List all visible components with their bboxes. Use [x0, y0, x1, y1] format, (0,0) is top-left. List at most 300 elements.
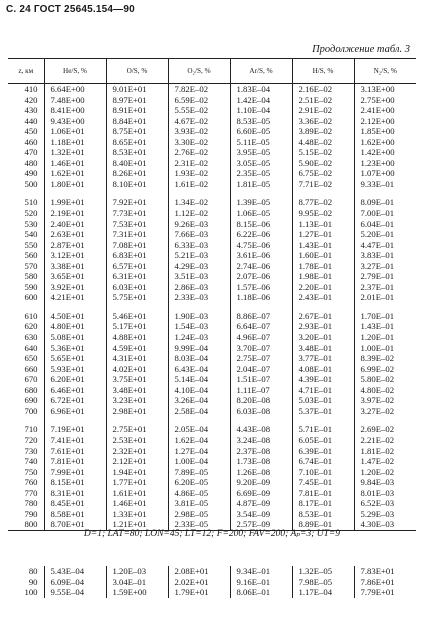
altitude-cell: 660 — [24, 363, 38, 374]
value-cell: 3.92E+01 — [44, 282, 106, 293]
value-cell: 6.33E–03 — [168, 240, 230, 251]
altitude-cell: 550 — [24, 239, 38, 250]
altitude-cell: 480 — [24, 157, 38, 168]
value-cell: 5.15E–02 — [292, 147, 354, 158]
value-cell: 9.33E–01 — [354, 179, 416, 190]
value-cell: 4.88E+01 — [106, 332, 168, 343]
value-cell: 1.70E–01 — [354, 311, 416, 322]
value-cell: 6.52E–03 — [354, 498, 416, 509]
value-cell: 8.41E+00 — [44, 105, 106, 116]
value-cell: 8.84E+01 — [106, 116, 168, 127]
value-cell: 5.93E+01 — [44, 364, 106, 375]
value-cell: 8.89E–01 — [292, 519, 354, 530]
value-cell: 1.00E–01 — [354, 343, 416, 354]
value-cell: 1.27E–04 — [168, 446, 230, 457]
value-cell: 1.57E–06 — [230, 282, 292, 293]
value-cell: 4.21E+01 — [44, 292, 106, 303]
gap-cell — [106, 303, 168, 311]
value-cell: 4.47E–01 — [354, 240, 416, 251]
value-cell: 7.41E+01 — [44, 435, 106, 446]
value-cell: 1.10E–04 — [230, 105, 292, 116]
column-header-ar: Ar/S, % — [230, 59, 292, 84]
table-row — [8, 353, 416, 364]
value-cell: 8.53E–05 — [230, 116, 292, 127]
value-cell: 9.99E–04 — [168, 343, 230, 354]
table-row — [8, 446, 416, 457]
altitude-cell: 530 — [24, 218, 38, 229]
value-cell: 1.94E+01 — [106, 467, 168, 478]
value-cell: 3.36E–02 — [292, 116, 354, 127]
value-cell: 6.59E–02 — [168, 95, 230, 106]
value-cell: 2.75E+01 — [106, 424, 168, 435]
gap-cell — [44, 189, 106, 197]
altitude-cell: 760 — [24, 477, 38, 488]
gap-cell — [168, 303, 230, 311]
altitude-cell: 780 — [24, 498, 38, 509]
table-row — [8, 105, 416, 116]
row-group-gap — [8, 189, 416, 197]
value-cell: 5.20E–01 — [354, 229, 416, 240]
value-cell: 4.48E–02 — [292, 137, 354, 148]
value-cell: 2.40E+01 — [44, 219, 106, 230]
value-cell: 2.37E–08 — [230, 446, 292, 457]
value-cell: 7.83E+01 — [354, 566, 416, 577]
value-cell: 4.80E–02 — [354, 385, 416, 396]
value-cell: 8.40E+01 — [106, 158, 168, 169]
value-cell: 2.41E+00 — [354, 105, 416, 116]
value-cell: 1.80E+01 — [44, 179, 106, 190]
table-row — [8, 179, 416, 190]
value-cell: 2.05E–04 — [168, 424, 230, 435]
value-cell: 6.31E+01 — [106, 271, 168, 282]
value-cell: 7.53E+01 — [106, 219, 168, 230]
value-cell: 6.03E–08 — [230, 406, 292, 417]
altitude-cell: 620 — [24, 321, 38, 332]
parameters-line: D=1; LAT=80; LON=45; LT=12; F=200; FAV=200; Aₚ=3; UT=9 — [83, 529, 341, 539]
value-cell: 1.73E–08 — [230, 456, 292, 467]
value-cell: 2.43E–01 — [292, 292, 354, 303]
value-cell: 8.17E–01 — [292, 498, 354, 509]
value-cell: 9.20E–09 — [230, 477, 292, 488]
table-row — [8, 229, 416, 240]
value-cell: 7.98E–05 — [292, 577, 354, 588]
value-cell: 8.01E–03 — [354, 488, 416, 499]
value-cell: 1.07E+00 — [354, 168, 416, 179]
value-cell: 1.12E–02 — [168, 208, 230, 219]
value-cell: 5.46E+01 — [106, 311, 168, 322]
value-cell: 4.80E+01 — [44, 321, 106, 332]
value-cell: 1.62E–04 — [168, 435, 230, 446]
value-cell: 8.39E–02 — [354, 353, 416, 364]
value-cell: 2.08E+01 — [168, 566, 230, 577]
value-cell: 3.20E–01 — [292, 332, 354, 343]
gap-cell — [8, 189, 44, 197]
value-cell: 1.21E+01 — [106, 519, 168, 530]
table-row — [8, 147, 416, 158]
table-row — [8, 126, 416, 137]
gap-cell — [168, 189, 230, 197]
value-cell: 5.36E+01 — [44, 343, 106, 354]
value-cell: 4.50E+01 — [44, 311, 106, 322]
value-cell: 2.53E+01 — [106, 435, 168, 446]
altitude-cell: 90 — [28, 576, 38, 587]
altitude-cell: 570 — [24, 260, 38, 271]
value-cell: 1.78E–01 — [292, 261, 354, 272]
value-cell: 8.53E–01 — [292, 509, 354, 520]
altitude-cell: 430 — [24, 105, 38, 116]
gap-cell — [44, 303, 106, 311]
value-cell: 1.06E+01 — [44, 126, 106, 137]
altitude-cell: 510 — [24, 197, 38, 208]
value-cell: 5.37E–01 — [292, 406, 354, 417]
value-cell: 6.96E+01 — [44, 406, 106, 417]
value-cell: 3.81E–05 — [168, 498, 230, 509]
value-cell: 2.75E+00 — [354, 95, 416, 106]
value-cell: 8.77E–02 — [292, 197, 354, 208]
value-cell: 2.02E+01 — [168, 577, 230, 588]
altitude-cell: 80 — [28, 566, 38, 576]
value-cell: 1.18E+01 — [44, 137, 106, 148]
altitude-cell: 410 — [24, 84, 38, 94]
value-cell: 3.27E–02 — [354, 406, 416, 417]
altitude-cell: 650 — [24, 353, 38, 364]
altitude-cell: 800 — [8, 519, 44, 530]
value-cell: 3.65E+01 — [44, 271, 106, 282]
value-cell: 1.60E–01 — [292, 250, 354, 261]
gap-cell — [292, 303, 354, 311]
table-row — [8, 95, 416, 106]
value-cell: 6.39E–01 — [292, 446, 354, 457]
column-header-he: He/S, % — [44, 59, 106, 84]
value-cell: 8.15E–06 — [230, 219, 292, 230]
value-cell: 2.79E–01 — [354, 271, 416, 282]
value-cell: 6.05E–01 — [292, 435, 354, 446]
value-cell: 2.32E+01 — [106, 446, 168, 457]
composition-table — [8, 58, 416, 531]
value-cell: 1.13E–01 — [292, 219, 354, 230]
value-cell: 2.98E+01 — [106, 406, 168, 417]
value-cell: 1.83E–04 — [230, 84, 292, 95]
value-cell: 5.11E–05 — [230, 137, 292, 148]
table-row — [8, 456, 416, 467]
value-cell: 3.26E–04 — [168, 395, 230, 406]
altitude-cell: 640 — [24, 342, 38, 353]
value-cell: 1.42E+00 — [354, 147, 416, 158]
altitude-cell: 560 — [24, 250, 38, 261]
table-row — [8, 261, 416, 272]
value-cell: 4.71E–01 — [292, 385, 354, 396]
value-cell: 1.39E–05 — [230, 197, 292, 208]
value-cell: 1.51E–07 — [230, 374, 292, 385]
table-row — [8, 406, 416, 417]
value-cell: 1.54E–03 — [168, 321, 230, 332]
value-cell: 1.20E–01 — [354, 332, 416, 343]
value-cell: 8.06E–01 — [230, 587, 292, 598]
table-row — [8, 321, 416, 332]
value-cell: 5.17E+01 — [106, 321, 168, 332]
value-cell: 1.33E+01 — [106, 509, 168, 520]
value-cell: 2.04E–07 — [230, 364, 292, 375]
value-cell: 9.95E–02 — [292, 208, 354, 219]
value-cell: 1.24E–03 — [168, 332, 230, 343]
value-cell: 8.70E+01 — [44, 519, 106, 530]
value-cell: 6.75E–02 — [292, 168, 354, 179]
altitude-cell: 540 — [24, 229, 38, 240]
value-cell: 2.67E–01 — [292, 311, 354, 322]
value-cell: 1.06E–05 — [230, 208, 292, 219]
value-cell: 2.07E–06 — [230, 271, 292, 282]
value-cell: 8.10E+01 — [106, 179, 168, 190]
value-cell: 6.83E+01 — [106, 250, 168, 261]
altitude-cell: 490 — [24, 168, 38, 179]
value-cell: 7.82E–02 — [168, 84, 230, 95]
value-cell: 1.79E+01 — [168, 587, 230, 598]
value-cell: 7.66E–03 — [168, 229, 230, 240]
value-cell: 7.31E+01 — [106, 229, 168, 240]
value-cell: 4.10E–04 — [168, 385, 230, 396]
altitude-cell: 670 — [24, 374, 38, 385]
value-cell: 1.20E–02 — [354, 467, 416, 478]
value-cell: 6.72E+01 — [44, 395, 106, 406]
value-cell: 8.26E+01 — [106, 168, 168, 179]
value-cell: 3.38E+01 — [44, 261, 106, 272]
value-cell: 7.73E+01 — [106, 208, 168, 219]
column-header-altitude: z, км — [8, 59, 44, 84]
value-cell: 4.87E–09 — [230, 498, 292, 509]
value-cell: 7.92E+01 — [106, 197, 168, 208]
value-cell: 3.04E–01 — [106, 577, 168, 588]
value-cell: 2.12E+00 — [354, 116, 416, 127]
value-cell: 7.61E+01 — [44, 446, 106, 457]
value-cell: 8.97E+01 — [106, 95, 168, 106]
value-cell: 8.75E+01 — [106, 126, 168, 137]
value-cell: 2.33E–03 — [168, 292, 230, 303]
value-cell: 2.57E–09 — [230, 519, 292, 530]
value-cell: 1.81E–02 — [354, 446, 416, 457]
value-cell: 9.01E+01 — [106, 84, 168, 95]
value-cell: 7.10E–01 — [292, 467, 354, 478]
table-row — [8, 282, 416, 293]
value-cell: 1.85E+00 — [354, 126, 416, 137]
value-cell: 4.59E+01 — [106, 343, 168, 354]
altitude-cell: 790 — [24, 508, 38, 519]
table-continuation-label: Продолжение табл. 3 — [312, 44, 410, 55]
value-cell: 7.99E+01 — [44, 467, 106, 478]
column-header-o2: O₂/S, % — [168, 59, 230, 84]
altitude-cell: 680 — [24, 384, 38, 395]
value-cell: 2.63E+01 — [44, 229, 106, 240]
column-header-o: O/S, % — [106, 59, 168, 84]
value-cell: 1.34E–02 — [168, 197, 230, 208]
altitude-cell: 460 — [24, 136, 38, 147]
gap-cell — [8, 303, 44, 311]
value-cell: 3.48E+01 — [106, 385, 168, 396]
gap-cell — [292, 416, 354, 424]
altitude-cell: 730 — [24, 445, 38, 456]
value-cell: 5.80E–02 — [354, 374, 416, 385]
value-cell: 2.37E–01 — [354, 282, 416, 293]
altitude-cell: 770 — [24, 487, 38, 498]
gap-cell — [292, 189, 354, 197]
value-cell: 2.20E–01 — [292, 282, 354, 293]
value-cell: 3.05E–05 — [230, 158, 292, 169]
value-cell: 6.99E–02 — [354, 364, 416, 375]
value-cell: 1.59E+00 — [106, 587, 168, 598]
table-row — [8, 488, 416, 499]
value-cell: 6.20E+01 — [44, 374, 106, 385]
gap-cell — [354, 416, 416, 424]
value-cell: 9.43E+00 — [44, 116, 106, 127]
value-cell: 3.89E–02 — [292, 126, 354, 137]
value-cell: 1.17E–04 — [292, 587, 354, 598]
value-cell: 7.48E+00 — [44, 95, 106, 106]
altitude-cell: 750 — [24, 466, 38, 477]
table-row — [8, 240, 416, 251]
row-group-gap — [8, 416, 416, 424]
value-cell: 6.64E+00 — [44, 84, 106, 95]
table-row — [8, 385, 416, 396]
altitude-cell: 520 — [24, 208, 38, 219]
value-cell: 7.79E+01 — [354, 587, 416, 598]
gap-cell — [230, 303, 292, 311]
value-cell: 8.03E–04 — [168, 353, 230, 364]
value-cell: 2.01E–01 — [354, 292, 416, 303]
table-row — [8, 219, 416, 230]
value-cell: 3.70E–07 — [230, 343, 292, 354]
value-cell: 5.14E–04 — [168, 374, 230, 385]
value-cell: 1.46E+01 — [106, 498, 168, 509]
value-cell: 1.42E–04 — [230, 95, 292, 106]
value-cell: 6.03E+01 — [106, 282, 168, 293]
value-cell: 5.43E–04 — [44, 566, 106, 577]
value-cell: 1.98E–01 — [292, 271, 354, 282]
value-cell: 5.55E–02 — [168, 105, 230, 116]
gap-cell — [8, 416, 44, 424]
value-cell: 5.65E+01 — [44, 353, 106, 364]
value-cell: 8.09E–01 — [354, 197, 416, 208]
value-cell: 7.08E+01 — [106, 240, 168, 251]
gap-cell — [44, 416, 106, 424]
value-cell: 1.32E+01 — [44, 147, 106, 158]
gap-cell — [230, 189, 292, 197]
value-cell: 3.95E–05 — [230, 147, 292, 158]
value-cell: 2.91E–02 — [292, 105, 354, 116]
table-header-row — [8, 59, 416, 84]
value-cell: 2.35E–05 — [230, 168, 292, 179]
value-cell: 2.16E–02 — [292, 84, 354, 95]
value-cell: 7.81E+01 — [44, 456, 106, 467]
table-row — [8, 292, 416, 303]
value-cell: 5.75E+01 — [106, 292, 168, 303]
value-cell: 9.55E–04 — [44, 587, 106, 598]
value-cell: 1.23E+00 — [354, 158, 416, 169]
value-cell: 8.65E+01 — [106, 137, 168, 148]
table-row — [8, 467, 416, 478]
value-cell: 9.84E–03 — [354, 477, 416, 488]
value-cell: 1.62E+00 — [354, 137, 416, 148]
value-cell: 1.61E–02 — [168, 179, 230, 190]
altitude-cell: 700 — [24, 405, 38, 416]
table-row — [8, 168, 416, 179]
page-header: С. 24 ГОСТ 25645.154—90 — [6, 4, 135, 15]
value-cell: 4.75E–06 — [230, 240, 292, 251]
value-cell: 4.39E–01 — [292, 374, 354, 385]
value-cell: 8.91E+01 — [106, 105, 168, 116]
value-cell: 2.98E–05 — [168, 509, 230, 520]
value-cell: 3.75E+01 — [106, 374, 168, 385]
value-cell: 3.97E–02 — [354, 395, 416, 406]
value-cell: 6.20E–05 — [168, 477, 230, 488]
altitude-cell: 580 — [24, 271, 38, 282]
value-cell: 6.04E–01 — [354, 219, 416, 230]
value-cell: 1.32E–05 — [292, 566, 354, 577]
value-cell: 2.19E+01 — [44, 208, 106, 219]
value-cell: 3.51E–03 — [168, 271, 230, 282]
value-cell: 8.58E+01 — [44, 509, 106, 520]
table-body — [8, 84, 416, 531]
value-cell: 3.12E+01 — [44, 250, 106, 261]
value-cell: 1.26E–08 — [230, 467, 292, 478]
value-cell: 3.30E–02 — [168, 137, 230, 148]
value-cell: 7.81E–01 — [292, 488, 354, 499]
table-row — [8, 271, 416, 282]
value-cell: 3.27E–01 — [354, 261, 416, 272]
value-cell: 3.83E–01 — [354, 250, 416, 261]
value-cell: 1.27E–01 — [292, 229, 354, 240]
value-cell: 4.29E–03 — [168, 261, 230, 272]
altitude-cell: 590 — [24, 281, 38, 292]
value-cell: 1.81E–05 — [230, 179, 292, 190]
value-cell: 2.33E–05 — [168, 519, 230, 530]
value-cell: 1.61E+01 — [106, 488, 168, 499]
table-row — [8, 374, 416, 385]
value-cell: 7.19E+01 — [44, 424, 106, 435]
table-row — [8, 158, 416, 169]
altitude-cell: 710 — [24, 424, 38, 435]
value-cell: 1.47E–02 — [354, 456, 416, 467]
altitude-cell: 420 — [24, 94, 38, 105]
value-cell: 2.21E–02 — [354, 435, 416, 446]
altitude-cell: 630 — [24, 332, 38, 343]
table-row — [8, 395, 416, 406]
value-cell: 7.00E–01 — [354, 208, 416, 219]
table-row — [8, 587, 416, 598]
value-cell: 1.77E+01 — [106, 477, 168, 488]
altitude-cell: 720 — [24, 434, 38, 445]
altitude-cell: 450 — [24, 126, 38, 137]
value-cell: 6.69E–09 — [230, 488, 292, 499]
altitude-cell: 600 — [24, 292, 38, 303]
value-cell: 4.31E+01 — [106, 353, 168, 364]
table-row — [8, 137, 416, 148]
value-cell: 5.08E+01 — [44, 332, 106, 343]
value-cell: 3.54E–09 — [230, 509, 292, 520]
value-cell: 1.43E–01 — [354, 321, 416, 332]
table-row — [8, 250, 416, 261]
table-row — [8, 84, 416, 95]
value-cell: 2.93E–01 — [292, 321, 354, 332]
value-cell: 9.26E–03 — [168, 219, 230, 230]
value-cell: 8.86E–07 — [230, 311, 292, 322]
table-row — [8, 197, 416, 208]
value-cell: 7.86E+01 — [354, 577, 416, 588]
altitude-cell: 500 — [24, 178, 38, 189]
table-row — [8, 364, 416, 375]
value-cell: 1.20E–03 — [106, 566, 168, 577]
value-cell: 3.24E–08 — [230, 435, 292, 446]
column-header-h: H/S, % — [292, 59, 354, 84]
gap-cell — [230, 416, 292, 424]
